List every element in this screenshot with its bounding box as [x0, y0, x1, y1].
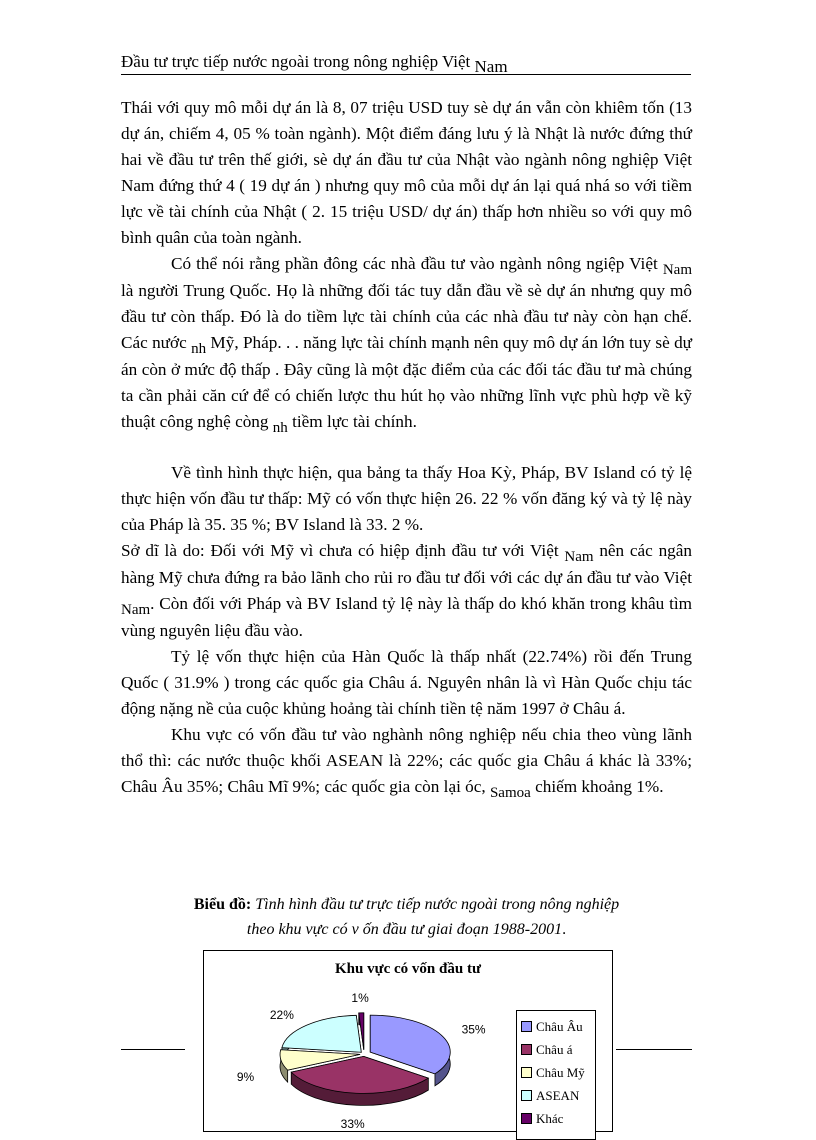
text-run: chiếm khoảng 1%.: [530, 777, 664, 796]
text-run: Có thể nói rằng phần đông các nhà đầu tư vào ngành nông ngiệp Việt: [171, 254, 663, 273]
pie-data-label: 35%: [461, 1022, 486, 1037]
legend-swatch: [521, 1021, 532, 1032]
text-run-lowered: Nam: [662, 262, 692, 278]
text-run: Sở dĩ là do: Đối với Mỹ vì chưa có hiệp định đầu tư với Việt: [121, 541, 565, 560]
chart-legend: [516, 1010, 596, 1140]
document-body: [121, 95, 692, 801]
pie-data-label: 1%: [351, 991, 369, 1006]
text-run: tiềm lực tài chính.: [287, 412, 417, 431]
pie-chart-plot: [204, 951, 514, 1131]
legend-swatch: [521, 1090, 532, 1101]
pie-data-label: 9%: [236, 1069, 255, 1084]
text-run: Khu vực có vốn đầu tư vào nghành nông nghiệp nếu chia theo vùng lãnh thổ thì: các nước thuộc khối ASEAN là 22%; các quốc gia Châu á khác là 33%; Châu Âu 35%; Châu Mĩ 9%; các quốc gia còn lại óc,: [121, 725, 692, 796]
pie-chart: [203, 950, 613, 1132]
text-run: Mỹ, Pháp. . . năng lực tài chính mạnh nên quy mô dự án lớn tuy sè dự án còn ở mức độ thấp . Đây cũng là một đặc điểm của các đối tác đầu tư mà chúng ta cần phải căn cứ để có chiến lược thu hút họ vào những lĩnh vực phù hợp về kỹ thuật công nghệ còng: [121, 333, 692, 431]
pie-data-label: 22%: [269, 1008, 294, 1023]
paragraph-1: Thái với quy mô mỗi dự án là 8, 07 triệu USD tuy sè dự án vẫn còn khiêm tốn (13 dự án, chiếm 4, 05 % toàn ngành). Một điểm đáng lưu ý là Nhật là nước đứng thứ hai về đầu tư trên thế giới, sè dự án đầu tư của Nhật vào ngành nông nghiệp Việt Nam đứng thứ 4 ( 19 dự án ) nhưng quy mô của mỗi dự án lại quá nhá so với tiềm lực về tài chính của Nhật ( 2. 15 triệu USD/ dự án) thấp hơn nhiều so với quy mô bình quân của toàn ngành.: [121, 98, 692, 247]
paragraph-6: [121, 722, 692, 801]
text-run: . Còn đối với Pháp và BV Island tỷ lệ này là thấp do khó khăn trong khâu tìm vùng nguyên liệu đầu vào.: [121, 594, 692, 640]
footnote-rule-left: [121, 1049, 185, 1050]
paragraph-3: Về tình hình thực hiện, qua bảng ta thấy Hoa Kỳ, Pháp, BV Island có tỷ lệ thực hiện vốn đầu tư thấp: Mỹ có vốn thực hiện 26. 22 % vốn đăng ký và tỷ lệ này của Pháp là 35. 35 %; BV Island là 33. 2 %.: [121, 463, 692, 534]
caption-line-1: Tình hình đầu tư trực tiếp nước ngoài trong nông nghiệp: [251, 896, 620, 913]
legend-label: ASEAN: [536, 1087, 580, 1103]
text-run-lowered: nh: [272, 420, 288, 436]
legend-swatch: [521, 1067, 532, 1078]
paragraph-4: [121, 538, 692, 644]
page-header: [121, 52, 691, 75]
caption-line-2: theo khu vực có v ốn đầu tư giai đoạn 1988-2001: [246, 921, 563, 938]
legend-item: [521, 1015, 595, 1038]
legend-label: Châu Âu: [536, 1018, 583, 1034]
chart-title: Khu vực có vốn đầu tư: [335, 961, 481, 977]
caption-label: Biểu đồ:: [193, 896, 252, 913]
text-run: là người Trung Quốc. Họ là những đối tác tuy dẫn đầu về sè dự án nhưng quy mô đầu tư còn thấp. Đó là do tiềm lực tài chính của các nhà đầu tư này còn hạn chế. Các nước: [121, 281, 692, 352]
pie-data-label: 33%: [340, 1116, 365, 1131]
legend-swatch: [521, 1044, 532, 1055]
text-run-lowered: Nam: [564, 549, 594, 565]
paragraph-5: Tỷ lệ vốn thực hiện của Hàn Quốc là thấp nhất (22.74%) rồi đến Trung Quốc ( 31.9% ) trong các quốc gia Châu á. Nguyên nhân là vì Hàn Quốc chịu tác động nặng nề của cuộc khủng hoảng tài chính tiền tệ năm 1997 ở Châu á.: [121, 647, 692, 718]
legend-swatch: [521, 1113, 532, 1124]
footnote-rule-right: [616, 1049, 692, 1050]
legend-label: Châu á: [536, 1041, 573, 1057]
legend-label: Khác: [536, 1110, 564, 1126]
legend-item: [521, 1038, 595, 1061]
text-run: nên các ngân hàng Mỹ chưa đứng ra bảo lãnh cho rủi ro đầu tư đối với các dự án đầu tư vào Việt: [121, 541, 692, 587]
legend-item: [521, 1084, 595, 1107]
header-title-sub: Nam: [474, 57, 508, 76]
paragraph-2: [121, 251, 692, 436]
legend-item: [521, 1061, 595, 1084]
legend-item: [521, 1107, 595, 1130]
caption-period: .: [562, 921, 567, 938]
text-run-lowered: Nam: [121, 602, 151, 618]
header-title: Đầu tư trực tiếp nước ngoài trong nông nghiệp Việt: [121, 52, 475, 71]
chart-caption: [121, 892, 692, 942]
legend-label: Châu Mỹ: [536, 1064, 585, 1080]
text-run-lowered: nh: [191, 341, 207, 357]
text-run-lowered: Samoa: [489, 785, 531, 801]
